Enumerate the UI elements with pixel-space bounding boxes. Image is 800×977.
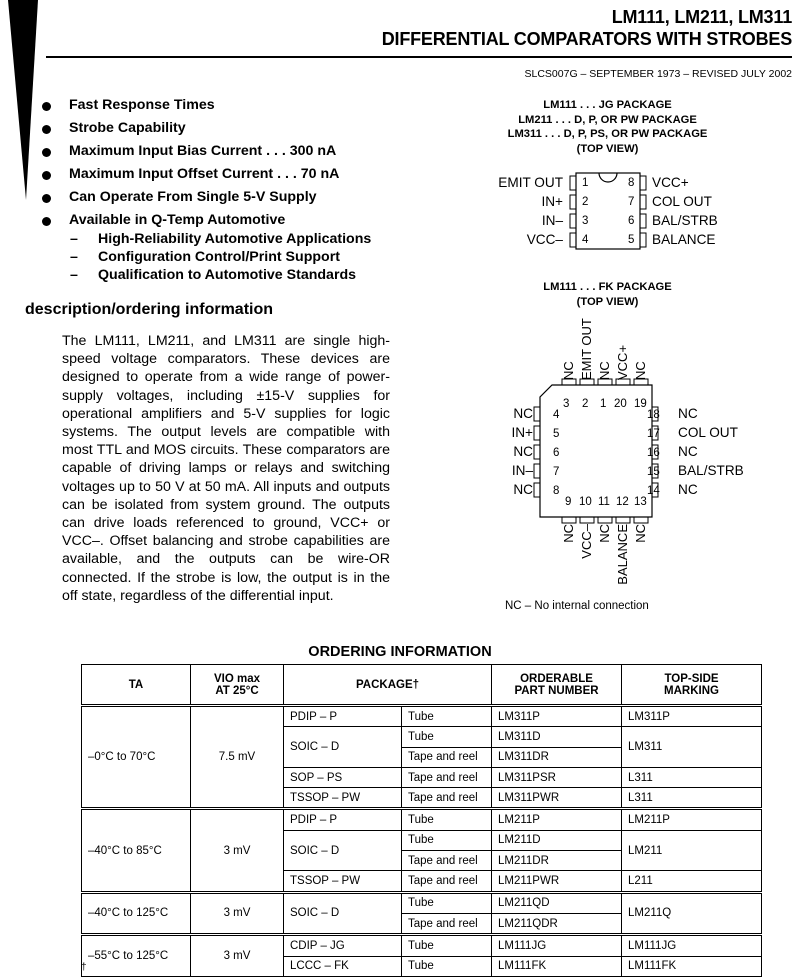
feature-sub-item: – High-Reliability Automotive Applications bbox=[70, 231, 372, 247]
table-cell-package: LCCC – FK bbox=[284, 956, 402, 976]
bullet-icon bbox=[42, 217, 51, 226]
table-cell-part: LM111JG bbox=[492, 935, 622, 956]
fk-top-label: EMIT OUT bbox=[579, 318, 594, 380]
fk-pin-number: 8 bbox=[553, 485, 560, 497]
table-cell-marking: LM111FK bbox=[622, 956, 762, 976]
fk-bottom-label: NC bbox=[597, 524, 612, 543]
col-header-vio: VIO max AT 25°C bbox=[191, 665, 284, 706]
fk-pin-label: IN+ bbox=[511, 425, 533, 440]
dip-package-heading: LM111 . . . JG PACKAGE LM211 . . . D, P, OR PW PACKAGE LM311 . . . D, P, PS, OR PW PACKAGE (TOP VIEW) bbox=[507, 99, 708, 155]
table-cell-media: Tube bbox=[402, 706, 492, 727]
table-cell-vio: 3 mV bbox=[191, 809, 284, 892]
fk-package-heading: LM111 . . . FK PACKAGE (TOP VIEW) bbox=[543, 281, 672, 308]
page-title-parts: LM111, LM211, LM311 bbox=[611, 7, 792, 27]
table-cell-package: CDIP – JG bbox=[284, 935, 402, 956]
table-cell-package: TSSOP – PW bbox=[284, 871, 402, 892]
header-wedge bbox=[8, 0, 38, 200]
section-heading: description/ordering information bbox=[25, 301, 274, 318]
table-cell-media: Tube bbox=[402, 727, 492, 747]
fk-top-label: NC bbox=[561, 361, 576, 380]
dip-pin-label: COL OUT bbox=[652, 194, 712, 209]
table-cell-part: LM211D bbox=[492, 830, 622, 850]
table-cell-part: LM111FK bbox=[492, 956, 622, 976]
table-cell-package: TSSOP – PW bbox=[284, 788, 402, 809]
table-cell-media: Tube bbox=[402, 935, 492, 956]
table-cell-ta: –0°C to 70°C bbox=[82, 706, 191, 809]
table-cell-vio: 3 mV bbox=[191, 935, 284, 977]
table-cell-part: LM311DR bbox=[492, 747, 622, 767]
fk-pin-number: 14 bbox=[647, 485, 660, 497]
col-header-ta: TA bbox=[82, 665, 191, 706]
bullet-icon bbox=[42, 148, 51, 157]
bullet-icon bbox=[42, 194, 51, 203]
fk-pin-number: 15 bbox=[647, 466, 660, 478]
table-cell-marking: L311 bbox=[622, 788, 762, 809]
bullet-icon bbox=[42, 171, 51, 180]
dip-package-outline bbox=[560, 170, 660, 255]
table-cell-media: Tape and reel bbox=[402, 788, 492, 809]
footnote-marker: † bbox=[81, 962, 87, 973]
fk-pin-label: NC bbox=[678, 444, 698, 459]
table-cell-media: Tube bbox=[402, 809, 492, 830]
table-cell-package: SOIC – D bbox=[284, 892, 402, 935]
table-cell-package: SOIC – D bbox=[284, 830, 402, 871]
dip-pin-number: 3 bbox=[582, 215, 589, 227]
fk-pin-label: IN– bbox=[511, 463, 533, 478]
fk-bottom-label: NC bbox=[561, 524, 576, 543]
fk-pin-number: 1 bbox=[600, 398, 607, 410]
feature-item: Fast Response Times bbox=[40, 97, 460, 120]
document-number: SLCS007G – SEPTEMBER 1973 – REVISED JULY 2002 bbox=[524, 68, 792, 80]
feature-item: Strobe Capability bbox=[40, 120, 460, 143]
table-cell-vio: 7.5 mV bbox=[191, 706, 284, 809]
fk-pin-number: 17 bbox=[647, 428, 660, 440]
table-cell-part: LM211P bbox=[492, 809, 622, 830]
bullet-icon bbox=[42, 125, 51, 134]
dip-pin-label: IN– bbox=[541, 213, 563, 228]
table-cell-media: Tape and reel bbox=[402, 851, 492, 871]
table-cell-media: Tape and reel bbox=[402, 747, 492, 767]
fk-top-labels bbox=[555, 310, 665, 382]
table-cell-ta: –40°C to 125°C bbox=[82, 892, 191, 935]
table-cell-marking: LM311P bbox=[622, 706, 762, 727]
table-cell-part: LM211PWR bbox=[492, 871, 622, 892]
fk-pin-number: 9 bbox=[565, 496, 572, 508]
table-cell-marking: L311 bbox=[622, 767, 762, 787]
dip-pin-number: 4 bbox=[582, 234, 589, 246]
table-cell-package: SOIC – D bbox=[284, 727, 402, 768]
feature-list bbox=[40, 97, 460, 285]
feature-item: Maximum Input Bias Current . . . 300 nA bbox=[40, 143, 460, 166]
fk-pin-number: 19 bbox=[634, 398, 647, 410]
table-cell-part: LM311D bbox=[492, 727, 622, 747]
fk-pin-number: 3 bbox=[563, 398, 570, 410]
table-cell-media: Tape and reel bbox=[402, 767, 492, 787]
feature-item: Available in Q-Temp Automotive bbox=[40, 212, 460, 231]
dip-pin-label: VCC– bbox=[526, 232, 563, 247]
dip-pin-number: 7 bbox=[628, 196, 635, 208]
feature-item: Can Operate From Single 5-V Supply bbox=[40, 189, 460, 212]
table-cell-marking: LM211 bbox=[622, 830, 762, 871]
dip-pin-number: 5 bbox=[628, 234, 635, 246]
fk-pin-label: NC bbox=[513, 406, 533, 421]
page-title: DIFFERENTIAL COMPARATORS WITH STROBES bbox=[381, 29, 792, 49]
fk-bottom-labels bbox=[555, 522, 665, 594]
table-cell-part: LM211DR bbox=[492, 851, 622, 871]
feature-sub-item: – Configuration Control/Print Support bbox=[70, 249, 340, 265]
table-cell-media: Tape and reel bbox=[402, 913, 492, 934]
table-row bbox=[82, 892, 762, 913]
fk-bottom-label: NC bbox=[633, 524, 648, 543]
dip-pin-number: 2 bbox=[582, 196, 589, 208]
fk-pin-number: 18 bbox=[647, 409, 660, 421]
table-cell-ta: –55°C to 125°C bbox=[82, 935, 191, 977]
table-cell-ta: –40°C to 85°C bbox=[82, 809, 191, 892]
dip-pin-number: 8 bbox=[628, 177, 635, 189]
fk-pin-number: 10 bbox=[579, 496, 592, 508]
fk-bottom-label: BALANCE bbox=[615, 524, 630, 585]
feature-sub-item: – Qualification to Automotive Standards bbox=[70, 267, 357, 283]
dip-pin-label: IN+ bbox=[541, 194, 563, 209]
table-row bbox=[82, 809, 762, 830]
dip-pin-label: VCC+ bbox=[652, 175, 689, 190]
fk-pin-label: BAL/STRB bbox=[678, 463, 744, 478]
fk-pin-number: 7 bbox=[553, 466, 560, 478]
table-cell-marking: LM111JG bbox=[622, 935, 762, 956]
fk-pin-number: 11 bbox=[598, 496, 610, 508]
table-cell-marking: LM211P bbox=[622, 809, 762, 830]
fk-pin-number: 2 bbox=[582, 398, 589, 410]
table-cell-media: Tape and reel bbox=[402, 871, 492, 892]
nc-note: NC – No internal connection bbox=[505, 600, 649, 612]
table-cell-media: Tube bbox=[402, 892, 492, 913]
table-cell-package: PDIP – P bbox=[284, 809, 402, 830]
dip-pin-number: 1 bbox=[582, 177, 589, 189]
table-cell-package: SOP – PS bbox=[284, 767, 402, 787]
table-cell-vio: 3 mV bbox=[191, 892, 284, 935]
table-cell-part: LM311P bbox=[492, 706, 622, 727]
fk-pin-number: 13 bbox=[634, 496, 647, 508]
fk-pin-label: NC bbox=[678, 406, 698, 421]
col-header-marking: TOP-SIDE MARKING bbox=[622, 665, 762, 706]
header-rule bbox=[46, 56, 792, 58]
table-row bbox=[82, 935, 762, 956]
fk-pin-label: NC bbox=[678, 482, 698, 497]
ordering-title: ORDERING INFORMATION bbox=[308, 644, 492, 660]
fk-pin-number: 5 bbox=[553, 428, 560, 440]
fk-pin-number: 6 bbox=[553, 447, 560, 459]
fk-pin-number: 4 bbox=[553, 409, 560, 421]
table-cell-media: Tube bbox=[402, 830, 492, 850]
bullet-icon bbox=[42, 102, 51, 111]
dip-pin-label: BALANCE bbox=[652, 232, 716, 247]
fk-top-label: NC bbox=[597, 361, 612, 380]
table-cell-marking: L211 bbox=[622, 871, 762, 892]
fk-pin-number: 16 bbox=[647, 447, 660, 459]
table-cell-media: Tube bbox=[402, 956, 492, 976]
table-cell-package: PDIP – P bbox=[284, 706, 402, 727]
fk-pin-label: COL OUT bbox=[678, 425, 738, 440]
fk-bottom-label: VCC– bbox=[579, 524, 594, 559]
table-row bbox=[82, 706, 762, 727]
dip-pin-number: 6 bbox=[628, 215, 635, 227]
fk-top-label: NC bbox=[633, 361, 648, 380]
table-cell-part: LM211QDR bbox=[492, 913, 622, 934]
ordering-table bbox=[81, 664, 762, 977]
feature-item: Maximum Input Offset Current . . . 70 nA bbox=[40, 166, 460, 189]
table-cell-marking: LM311 bbox=[622, 727, 762, 768]
table-cell-marking: LM211Q bbox=[622, 892, 762, 935]
table-cell-part: LM211QD bbox=[492, 892, 622, 913]
fk-pin-label: NC bbox=[513, 444, 533, 459]
fk-pin-label: NC bbox=[513, 482, 533, 497]
fk-pin-number: 12 bbox=[616, 496, 629, 508]
col-header-part: ORDERABLE PART NUMBER bbox=[492, 665, 622, 706]
table-cell-part: LM311PSR bbox=[492, 767, 622, 787]
dip-pin-label: BAL/STRB bbox=[652, 213, 718, 228]
fk-top-label: VCC+ bbox=[615, 344, 630, 380]
table-cell-part: LM311PWR bbox=[492, 788, 622, 809]
description-paragraph: The LM111, LM211, and LM311 are single high-speed voltage comparators. These devices are designed to operate from a wide range of power-supply voltages, including ±15-V supplies for operational amplifiers and 5-V supplies for logic systems. The output levels are compatible with most TTL and MOS circuits. These comparators are capable of driving lamps or relays and switching voltages up to 50 V at 50 mA. All inputs and outputs can be isolated from system ground. The outputs can drive loads referenced to ground, VCC+ or VCC–. Offset balancing and strobe capabilities are available, and the outputs can be wire-OR connected. If the strobe is low, the output is in the off state, regardless of the differential input. bbox=[62, 333, 390, 604]
col-header-package: PACKAGE† bbox=[284, 665, 492, 706]
fk-pin-number: 20 bbox=[614, 398, 627, 410]
dip-pin-label: EMIT OUT bbox=[498, 175, 563, 190]
